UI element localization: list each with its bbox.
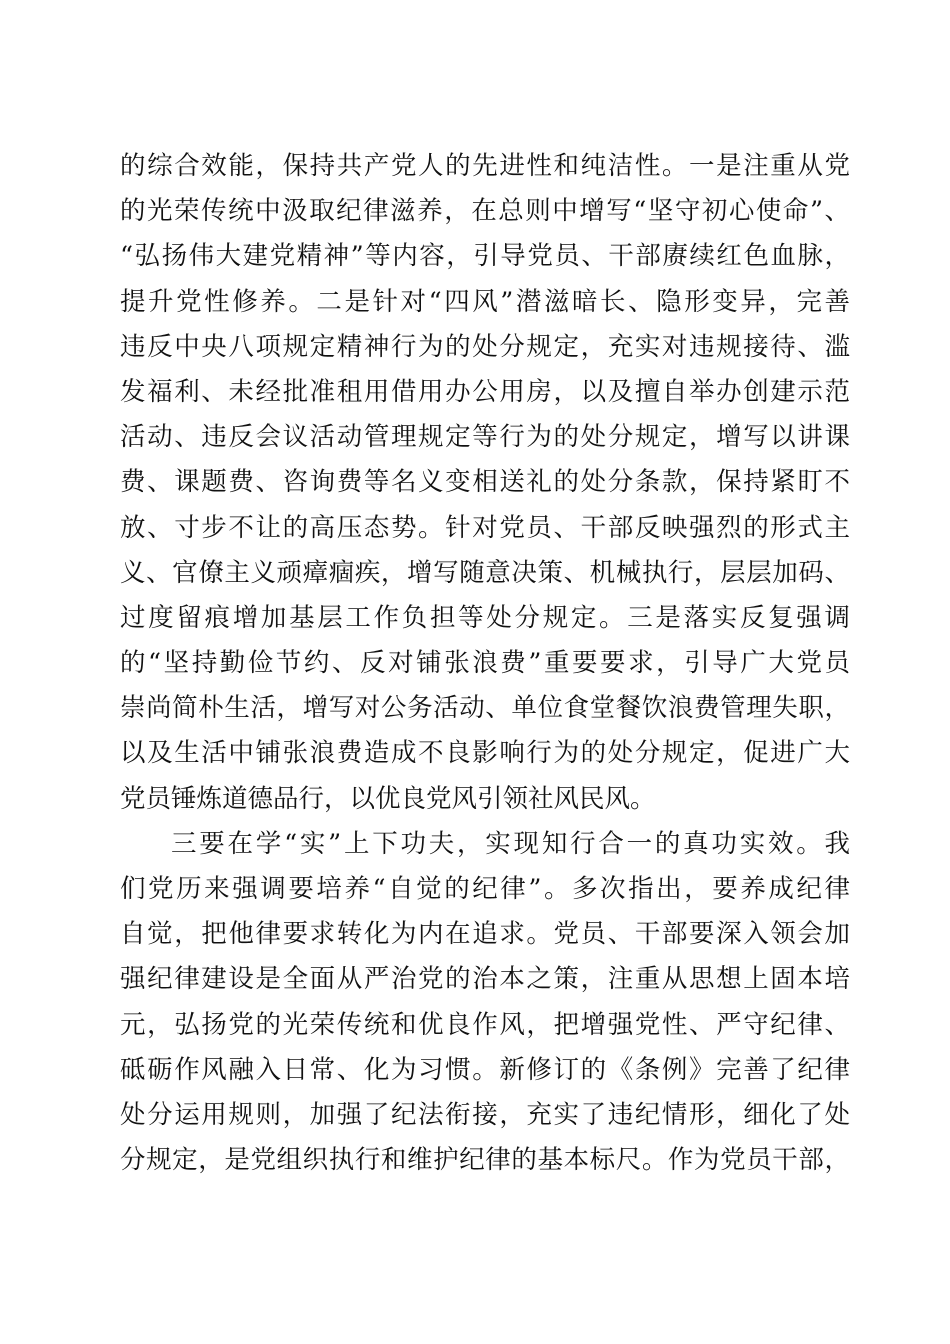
- text-line: 的光荣传统中汲取纪律滋养，在总则中增写“坚守初心使命”、: [120, 196, 850, 227]
- text-line: 提升党性修养。二是针对“四风”潜滋暗长、隐形变异，完善: [120, 286, 850, 317]
- text-line: 放、寸步不让的高压态势。针对党员、干部反映强烈的形式主: [120, 512, 850, 543]
- text-line: 的综合效能，保持共产党人的先进性和纯洁性。一是注重从党: [120, 151, 850, 181]
- text-line: 砥砺作风融入日常、化为习惯。新修订的《条例》完善了纪律: [120, 1054, 850, 1085]
- text-line: 强纪律建设是全面从严治党的治本之策，注重从思想上固本培: [120, 964, 850, 995]
- text-line: 分规定，是党组织执行和维护纪律的基本标尺。作为党员干部，: [120, 1145, 850, 1176]
- text-line: 元，弘扬党的光荣传统和优良作风，把增强党性、严守纪律、: [120, 1009, 850, 1040]
- body-text: [120, 144, 850, 1183]
- text-line: 的“坚持勤俭节约、反对铺张浪费”重要要求，引导广大党员: [120, 648, 850, 679]
- paragraph-start-line: 三要在学“实”上下功夫，实现知行合一的真功实效。我: [171, 828, 850, 859]
- text-line: 活动、违反会议活动管理规定等行为的处分规定，增写以讲课: [120, 422, 850, 453]
- text-line: 自觉，把他律要求转化为内在追求。党员、干部要深入领会加: [120, 919, 850, 950]
- text-line: 处分运用规则，加强了纪法衔接，充实了违纪情形，细化了处: [120, 1099, 850, 1130]
- text-line: “弘扬伟大建党精神”等内容，引导党员、干部赓续红色血脉，: [120, 241, 850, 272]
- text-line: 以及生活中铺张浪费造成不良影响行为的处分规定，促进广大: [120, 738, 850, 769]
- text-line: 费、课题费、咨询费等名义变相送礼的处分条款，保持紧盯不: [120, 467, 850, 498]
- text-line: 过度留痕增加基层工作负担等处分规定。三是落实反复强调: [120, 602, 850, 633]
- text-line: 们党历来强调要培养“自觉的纪律”。多次指出，要养成纪律: [120, 874, 850, 904]
- text-line: 崇尚简朴生活，增写对公务活动、单位食堂餐饮浪费管理失职，: [120, 693, 850, 724]
- text-line: 义、官僚主义顽瘴痼疾，增写随意决策、机械执行，层层加码、: [120, 557, 850, 588]
- text-line: 违反中央八项规定精神行为的处分规定，充实对违规接待、滥: [120, 331, 850, 362]
- paragraph-end-line: 党员锤炼道德品行，以优良党风引领社风民风。: [120, 783, 656, 814]
- text-line: 发福利、未经批准租用借用办公用房，以及擅自举办创建示范: [120, 376, 850, 407]
